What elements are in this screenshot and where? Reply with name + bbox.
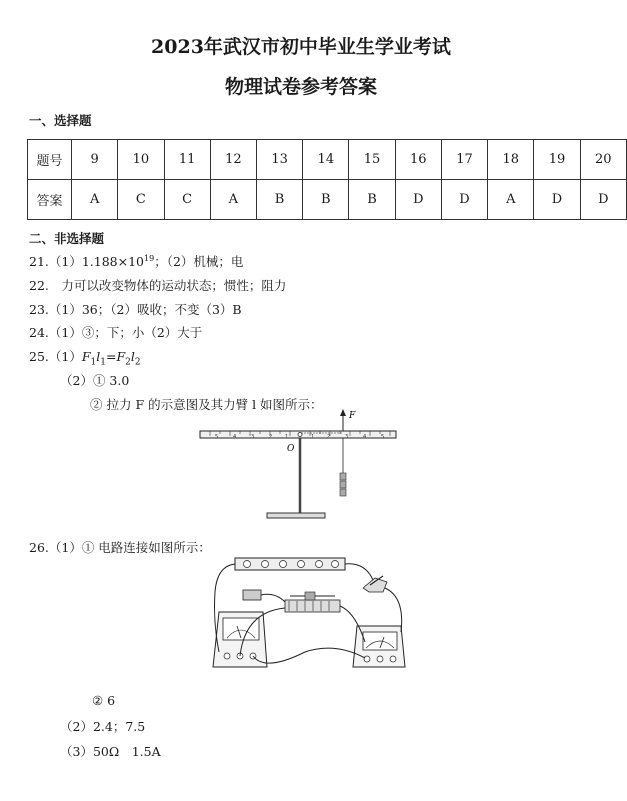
svg-text:3: 3 xyxy=(251,434,255,440)
svg-text:2: 2 xyxy=(269,434,273,440)
svg-text:5: 5 xyxy=(381,434,385,440)
question-number: 15 xyxy=(349,140,395,180)
answer-cell: D xyxy=(395,180,441,220)
table-row-answers xyxy=(28,180,627,220)
svg-text:3: 3 xyxy=(345,434,349,440)
answer-q21: $21.(1)1.188\times 10^{19}$；（2）机械；电 xyxy=(29,253,244,269)
answer-cell: C xyxy=(164,180,210,220)
exam-title: 2023年武汉市初中毕业生学业考试 xyxy=(151,36,451,58)
table-row-numbers xyxy=(28,140,627,180)
answer-q26-3: （2）2.4；7.5 xyxy=(60,719,146,734)
question-number: 19 xyxy=(534,140,580,180)
row-header-number: 题号 xyxy=(28,140,72,180)
question-number: 13 xyxy=(256,140,302,180)
answer-cell: A xyxy=(72,180,118,220)
answer-cell: D xyxy=(580,180,626,220)
answer-cell: C xyxy=(118,180,164,220)
answer-q26-2: ② 6 xyxy=(92,693,116,708)
answer-cell: B xyxy=(303,180,349,220)
svg-text:5: 5 xyxy=(215,434,219,440)
svg-text:1: 1 xyxy=(285,434,289,440)
answer-q25-3: ② 拉力 F 的示意图及其力臂 l 如图所示： xyxy=(90,397,323,412)
answer-q24: 24.（1）③；下；小（2）大于 xyxy=(29,325,203,340)
svg-text:4: 4 xyxy=(363,434,367,440)
answer-q22: 22. 力可以改变物体的运动状态；惯性；阻力 xyxy=(29,278,287,293)
answer-cell: B xyxy=(256,180,302,220)
question-number: 10 xyxy=(118,140,164,180)
answer-cell: D xyxy=(534,180,580,220)
answer-q23: 23.（1）36；（2）吸收；不变（3）B xyxy=(29,302,242,317)
question-number: 12 xyxy=(210,140,256,180)
row-header-answer: 答案 xyxy=(28,180,72,220)
question-number: 11 xyxy=(164,140,210,180)
answer-q26-4: （3）50Ω 1.5A xyxy=(60,744,161,759)
answer-q25-2: （2）① 3.0 xyxy=(60,373,130,388)
pivot-label: O xyxy=(287,444,295,454)
svg-text:1: 1 xyxy=(311,434,315,440)
question-number: 20 xyxy=(580,140,626,180)
section-heading-nonchoice: 二、非选择题 xyxy=(29,231,105,246)
answer-table xyxy=(27,139,627,220)
answer-cell: A xyxy=(210,180,256,220)
section-heading-choice: 一、选择题 xyxy=(29,113,92,128)
question-number: 9 xyxy=(72,140,118,180)
circuit-diagram xyxy=(205,552,415,677)
lever-diagram xyxy=(195,405,405,530)
answer-q26-1: 26.（1）① 电路连接如图所示： xyxy=(29,540,211,555)
force-label: F xyxy=(349,411,356,421)
question-number: 14 xyxy=(303,140,349,180)
answer-cell: B xyxy=(349,180,395,220)
question-number: 16 xyxy=(395,140,441,180)
answer-cell: A xyxy=(488,180,534,220)
answer-cell: D xyxy=(441,180,487,220)
svg-text:4: 4 xyxy=(233,434,237,440)
svg-text:2: 2 xyxy=(327,434,331,440)
question-number: 18 xyxy=(488,140,534,180)
exam-subtitle: 物理试卷参考答案 xyxy=(224,76,377,98)
question-number: 17 xyxy=(441,140,487,180)
answer-q25-1: $25.(1)F_1l_1=F_2l_2$ xyxy=(29,349,141,368)
